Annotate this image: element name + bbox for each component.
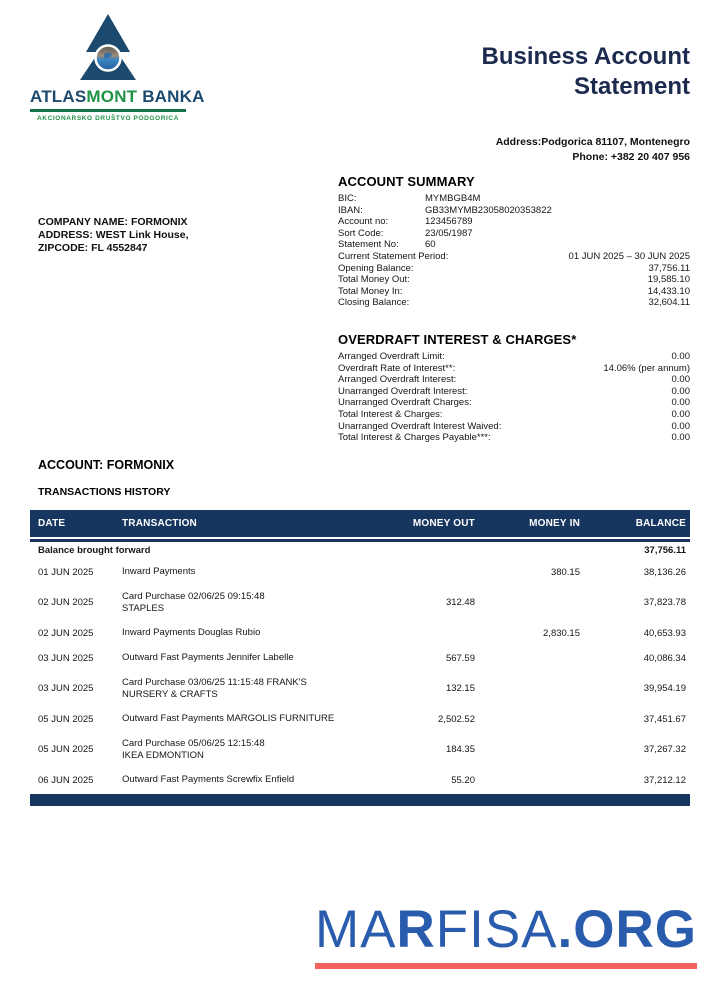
summary-row-total-out: Total Money Out: 19,585.10 [338, 274, 690, 286]
bank-name-part3: BANKA [137, 87, 205, 106]
summary-row-statement-no: Statement No: 60 [338, 239, 436, 251]
logo-divider [30, 109, 186, 112]
table-footer-bar [30, 794, 690, 806]
bank-name-part2: MONT [86, 87, 138, 106]
table-row: 02 JUN 2025 Card Purchase 02/06/25 09:15:48 STAPLES 312.48 37,823.78 [38, 590, 686, 614]
transactions-table [30, 510, 690, 806]
company-name: COMPANY NAME: FORMONIX [38, 216, 188, 228]
overdraft-row-rate: Overdraft Rate of Interest**: 14.06% (per annum) [338, 362, 690, 374]
overdraft-row-unarranged-charges: Unarranged Overdraft Charges: 0.00 [338, 397, 690, 409]
bank-logo [30, 14, 205, 122]
summary-row-account-no: Account no: 123456789 [338, 216, 473, 228]
table-row-opening: Balance brought forward 37,756.11 [38, 545, 686, 556]
overdraft-section [338, 332, 690, 444]
overdraft-row-limit: Arranged Overdraft Limit: 0.00 [338, 351, 690, 362]
summary-row-iban: IBAN: GB33MYMB23058020353822 [338, 204, 552, 216]
footer-logo-text: MARFISA.ORG [315, 902, 697, 969]
bank-address: Address:Podgorica 81107, Montenegro [495, 136, 690, 148]
account-heading: ACCOUNT: FORMONIX [38, 458, 175, 472]
summary-row-bic: BIC: MYMBGB4M [338, 193, 481, 204]
column-header-money-in: MONEY IN [529, 518, 580, 529]
account-summary-heading: ACCOUNT SUMMARY [338, 174, 475, 189]
table-row: 02 JUN 2025 Inward Payments Douglas Rubio 2,830.15 40,653.93 [38, 627, 686, 639]
bank-name [30, 87, 205, 107]
overdraft-row-arranged-interest: Arranged Overdraft Interest: 0.00 [338, 374, 690, 386]
transactions-heading: TRANSACTIONS HISTORY [38, 486, 171, 498]
overdraft-row-total-charges: Total Interest & Charges: 0.00 [338, 408, 690, 420]
summary-row-period: Current Statement Period: 01 JUN 2025 – 30 JUN 2025 [338, 250, 690, 262]
table-row: 05 JUN 2025 Outward Fast Payments MARGOLIS FURNITURE 2,502.52 37,451.67 [38, 713, 686, 725]
bank-phone: Phone: +382 20 407 956 [572, 151, 690, 163]
company-zipcode: ZIPCODE: FL 4552847 [38, 242, 148, 254]
footer-logo [315, 902, 697, 969]
company-info-block [38, 216, 189, 255]
account-summary-section [338, 174, 690, 309]
overdraft-row-unarranged-interest: Unarranged Overdraft Interest: 0.00 [338, 385, 690, 397]
table-row: 03 JUN 2025 Card Purchase 03/06/25 11:15:48 FRANK'S NURSERY & CRAFTS 132.15 39,954.19 [38, 676, 686, 700]
overdraft-heading: OVERDRAFT INTEREST & CHARGES* [338, 332, 577, 347]
summary-row-closing-balance: Closing Balance: 32,604.11 [338, 297, 690, 309]
table-row: 05 JUN 2025 Card Purchase 05/06/25 12:15:48 IKEA EDMONTION 184.35 37,267.32 [38, 737, 686, 761]
overdraft-row-waived: Unarranged Overdraft Interest Waived: 0.00 [338, 420, 690, 432]
table-row: 01 JUN 2025 Inward Payments 380.15 38,136.26 [38, 566, 686, 578]
document-title [482, 42, 691, 102]
table-header-row [30, 510, 690, 537]
column-header-balance: BALANCE [635, 518, 686, 529]
summary-row-opening-balance: Opening Balance: 37,756.11 [338, 262, 690, 274]
pyramid-globe-icon [75, 14, 141, 84]
bank-subtitle: AKCIONARSKO DRUŠTVO PODGORICA [37, 115, 179, 122]
column-header-date: DATE [38, 518, 66, 529]
table-row: 06 JUN 2025 Outward Fast Payments Screwfix Enfield 55.20 37,212.12 [38, 774, 686, 786]
document-title-line2: Statement [573, 73, 690, 100]
document-title-line1: Business Account [481, 43, 690, 70]
column-header-transaction: TRANSACTION [122, 518, 197, 529]
summary-row-total-in: Total Money In: 14,433.10 [338, 285, 690, 297]
bank-name-part1: ATLAS [30, 87, 87, 106]
company-address: ADDRESS: WEST Link House, [38, 229, 189, 241]
bank-contact-block [496, 135, 690, 165]
overdraft-row-payable: Total Interest & Charges Payable***: 0.00 [338, 432, 690, 444]
table-row: 03 JUN 2025 Outward Fast Payments Jennifer Labelle 567.59 40,086.34 [38, 652, 686, 664]
column-header-money-out: MONEY OUT [412, 518, 475, 529]
summary-row-sort-code: Sort Code: 23/05/1987 [338, 227, 473, 239]
